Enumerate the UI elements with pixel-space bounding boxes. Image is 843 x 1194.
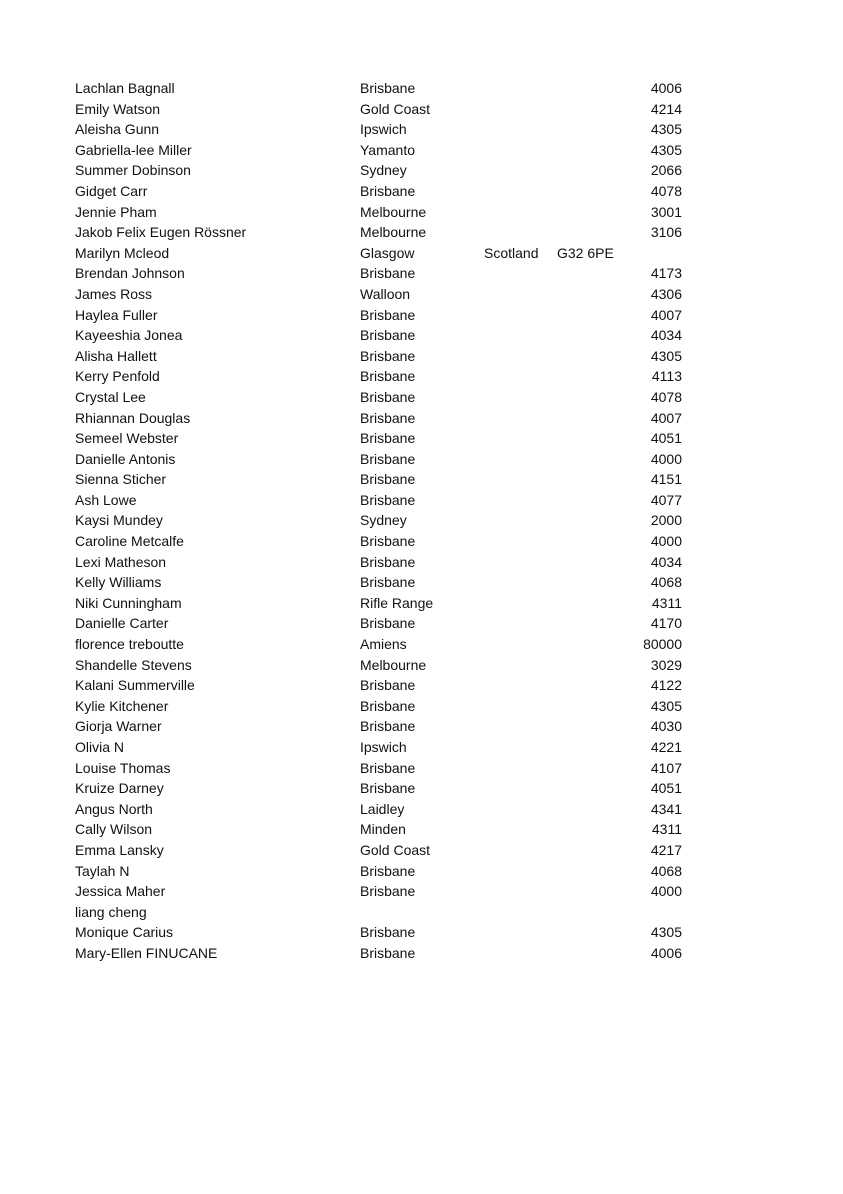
postcode-cell: 4000 bbox=[650, 883, 682, 900]
table-row bbox=[0, 819, 843, 840]
postcode-cell: 4173 bbox=[650, 265, 682, 282]
postcode-cell: 4078 bbox=[650, 182, 682, 199]
postcode-cell: 4006 bbox=[650, 944, 682, 961]
city-cell: Brisbane bbox=[360, 924, 416, 941]
table-row bbox=[0, 675, 843, 696]
table-row bbox=[0, 305, 843, 326]
name-cell: Haylea Fuller bbox=[75, 306, 158, 323]
table-row bbox=[0, 490, 843, 511]
name-cell: Jakob Felix Eugen Rössner bbox=[75, 224, 247, 241]
city-cell: Brisbane bbox=[360, 182, 416, 199]
name-cell: Kerry Penfold bbox=[75, 368, 160, 385]
name-cell: Giorja Warner bbox=[75, 718, 162, 735]
name-cell: Gabriella-lee Miller bbox=[75, 141, 192, 158]
rows-container bbox=[0, 78, 843, 964]
name-cell: Niki Cunningham bbox=[75, 594, 182, 611]
table-row bbox=[0, 778, 843, 799]
postcode-cell: 4034 bbox=[650, 327, 682, 344]
name-cell: Mary-Ellen FINUCANE bbox=[75, 944, 218, 961]
postcode-cell: 4078 bbox=[650, 388, 682, 405]
city-cell: Brisbane bbox=[360, 430, 416, 447]
postcode-cell: 4305 bbox=[650, 141, 682, 158]
name-cell: Kayeeshia Jonea bbox=[75, 327, 183, 344]
name-cell: Monique Carius bbox=[75, 924, 174, 941]
name-cell: Lachlan Bagnall bbox=[75, 80, 175, 96]
table-row bbox=[0, 861, 843, 882]
city-cell: Rifle Range bbox=[360, 594, 434, 611]
postcode-cell: 4170 bbox=[650, 615, 682, 632]
city-cell: Minden bbox=[360, 821, 406, 838]
name-cell: Danielle Antonis bbox=[75, 450, 176, 467]
table-row bbox=[0, 78, 843, 99]
table-row bbox=[0, 634, 843, 655]
table-row bbox=[0, 510, 843, 531]
postcode-cell: 80000 bbox=[643, 636, 682, 653]
table-row bbox=[0, 613, 843, 634]
table-row bbox=[0, 840, 843, 861]
name-cell: Jessica Maher bbox=[75, 883, 166, 900]
name-cell: Kalani Summerville bbox=[75, 677, 195, 694]
name-cell: Summer Dobinson bbox=[75, 162, 191, 179]
city-cell: Brisbane bbox=[360, 471, 416, 488]
city-cell: Brisbane bbox=[360, 718, 416, 735]
table-row bbox=[0, 263, 843, 284]
postcode-cell: 4051 bbox=[650, 430, 682, 447]
city-cell: Brisbane bbox=[360, 862, 416, 879]
name-cell: Kaysi Mundey bbox=[75, 512, 163, 529]
table-row bbox=[0, 119, 843, 140]
name-cell: Kelly Williams bbox=[75, 574, 162, 591]
postal-code-text-cell: G32 6PE bbox=[557, 244, 614, 261]
postcode-cell: 4007 bbox=[650, 409, 682, 426]
city-cell: Ipswich bbox=[360, 739, 407, 755]
table-row bbox=[0, 160, 843, 181]
table-row bbox=[0, 902, 843, 923]
postcode-cell: 2066 bbox=[650, 162, 682, 179]
postcode-cell: 4113 bbox=[651, 368, 682, 385]
name-cell: Louise Thomas bbox=[75, 759, 171, 776]
name-cell: Angus North bbox=[75, 800, 153, 817]
name-cell: Crystal Lee bbox=[75, 388, 146, 405]
table-row bbox=[0, 346, 843, 367]
name-cell: Marilyn Mcleod bbox=[75, 244, 170, 261]
name-cell: Semeel Webster bbox=[75, 430, 179, 447]
postcode-cell: 3029 bbox=[650, 656, 682, 673]
name-cell: Brendan Johnson bbox=[75, 265, 185, 282]
city-cell: Brisbane bbox=[360, 368, 416, 385]
table-row bbox=[0, 284, 843, 305]
name-cell: Emily Watson bbox=[75, 100, 161, 117]
region-cell: Scotland bbox=[484, 244, 539, 261]
city-cell: Melbourne bbox=[360, 203, 427, 220]
city-cell: Walloon bbox=[360, 285, 411, 302]
postcode-cell: 3106 bbox=[650, 224, 682, 241]
table-row bbox=[0, 943, 843, 964]
city-cell: Brisbane bbox=[360, 491, 416, 508]
city-cell: Brisbane bbox=[360, 265, 416, 282]
postcode-cell: 4000 bbox=[650, 450, 682, 467]
city-cell: Brisbane bbox=[360, 327, 416, 344]
city-cell: Brisbane bbox=[360, 697, 416, 714]
name-cell: Cally Wilson bbox=[75, 821, 153, 838]
table-row bbox=[0, 572, 843, 593]
city-cell: Brisbane bbox=[360, 450, 416, 467]
postcode-cell: 4341 bbox=[650, 800, 682, 817]
table-row bbox=[0, 881, 843, 902]
city-cell: Brisbane bbox=[360, 80, 416, 96]
table-row bbox=[0, 593, 843, 614]
postcode-cell: 4311 bbox=[651, 821, 682, 838]
table-row bbox=[0, 99, 843, 120]
name-cell: Danielle Carter bbox=[75, 615, 169, 632]
name-cell: Olivia N bbox=[75, 739, 125, 755]
table-row bbox=[0, 140, 843, 161]
postcode-cell: 4305 bbox=[650, 924, 682, 941]
name-cell: Kruize Darney bbox=[75, 780, 164, 797]
city-cell: Melbourne bbox=[360, 224, 427, 241]
city-cell: Brisbane bbox=[360, 615, 416, 632]
name-cell: florence treboutte bbox=[75, 636, 184, 653]
city-cell: Brisbane bbox=[360, 409, 416, 426]
city-cell: Brisbane bbox=[360, 759, 416, 776]
postcode-cell: 3001 bbox=[650, 203, 682, 220]
table-row bbox=[0, 696, 843, 717]
postcode-cell: 4305 bbox=[650, 697, 682, 714]
table-row bbox=[0, 366, 843, 387]
city-cell: Ipswich bbox=[360, 121, 407, 138]
table-row bbox=[0, 716, 843, 737]
city-cell: Sydney bbox=[360, 162, 407, 179]
postcode-cell: 4107 bbox=[650, 759, 682, 776]
name-cell: liang cheng bbox=[75, 903, 147, 920]
name-cell: Sienna Sticher bbox=[75, 471, 167, 488]
table-row bbox=[0, 428, 843, 449]
postcode-cell: 4217 bbox=[650, 841, 682, 858]
table-row bbox=[0, 181, 843, 202]
city-cell: Glasgow bbox=[360, 244, 415, 261]
name-cell: Shandelle Stevens bbox=[75, 656, 192, 673]
city-cell: Brisbane bbox=[360, 306, 416, 323]
postcode-cell: 4030 bbox=[650, 718, 682, 735]
table-row bbox=[0, 325, 843, 346]
city-cell: Gold Coast bbox=[360, 841, 431, 858]
postcode-cell: 4077 bbox=[650, 491, 682, 508]
name-cell: Caroline Metcalfe bbox=[75, 533, 184, 550]
name-cell: Ash Lowe bbox=[75, 491, 137, 508]
postcode-cell: 2000 bbox=[650, 512, 682, 529]
table-row bbox=[0, 222, 843, 243]
city-cell: Brisbane bbox=[360, 347, 416, 364]
table-row bbox=[0, 531, 843, 552]
name-cell: Rhiannan Douglas bbox=[75, 409, 191, 426]
name-cell: Gidget Carr bbox=[75, 182, 148, 199]
city-cell: Brisbane bbox=[360, 388, 416, 405]
postcode-cell: 4221 bbox=[650, 739, 682, 755]
postcode-cell: 4306 bbox=[650, 285, 682, 302]
city-cell: Brisbane bbox=[360, 944, 416, 961]
city-cell: Brisbane bbox=[360, 780, 416, 797]
name-cell: Jennie Pham bbox=[75, 203, 157, 220]
name-cell: Taylah N bbox=[75, 862, 130, 879]
table-row bbox=[0, 387, 843, 408]
city-cell: Amiens bbox=[360, 636, 407, 653]
table-row bbox=[0, 408, 843, 429]
postcode-cell: 4214 bbox=[650, 100, 682, 117]
city-cell: Brisbane bbox=[360, 677, 416, 694]
table-row bbox=[0, 758, 843, 779]
postcode-cell: 4000 bbox=[650, 533, 682, 550]
postcode-cell: 4122 bbox=[650, 677, 682, 694]
city-cell: Gold Coast bbox=[360, 100, 431, 117]
postcode-cell: 4305 bbox=[650, 121, 682, 138]
name-cell: Alisha Hallett bbox=[75, 347, 157, 364]
table-row bbox=[0, 737, 843, 758]
postcode-cell: 4007 bbox=[650, 306, 682, 323]
city-cell: Sydney bbox=[360, 512, 407, 529]
name-cell: Kylie Kitchener bbox=[75, 697, 169, 714]
postcode-cell: 4006 bbox=[650, 80, 682, 96]
postcode-cell: 4051 bbox=[650, 780, 682, 797]
table-row bbox=[0, 469, 843, 490]
city-cell: Laidley bbox=[360, 800, 405, 817]
name-cell: Lexi Matheson bbox=[75, 553, 167, 570]
postcode-cell: 4311 bbox=[651, 594, 682, 611]
name-cell: James Ross bbox=[75, 285, 153, 302]
name-cell: Emma Lansky bbox=[75, 841, 164, 858]
table-row bbox=[0, 655, 843, 676]
postcode-cell: 4151 bbox=[650, 471, 682, 488]
table-row bbox=[0, 449, 843, 470]
table-row bbox=[0, 552, 843, 573]
table-row bbox=[0, 202, 843, 223]
city-cell: Melbourne bbox=[360, 656, 427, 673]
city-cell: Brisbane bbox=[360, 533, 416, 550]
postcode-cell: 4305 bbox=[650, 347, 682, 364]
city-cell: Yamanto bbox=[360, 141, 415, 158]
postcode-cell: 4068 bbox=[650, 862, 682, 879]
name-cell: Aleisha Gunn bbox=[75, 121, 160, 138]
city-cell: Brisbane bbox=[360, 883, 416, 900]
postcode-cell: 4034 bbox=[650, 553, 682, 570]
table-row bbox=[0, 922, 843, 943]
contact-list-table bbox=[0, 78, 843, 964]
table-row bbox=[0, 243, 843, 264]
city-cell: Brisbane bbox=[360, 553, 416, 570]
city-cell: Brisbane bbox=[360, 574, 416, 591]
table-row bbox=[0, 799, 843, 820]
postcode-cell: 4068 bbox=[650, 574, 682, 591]
